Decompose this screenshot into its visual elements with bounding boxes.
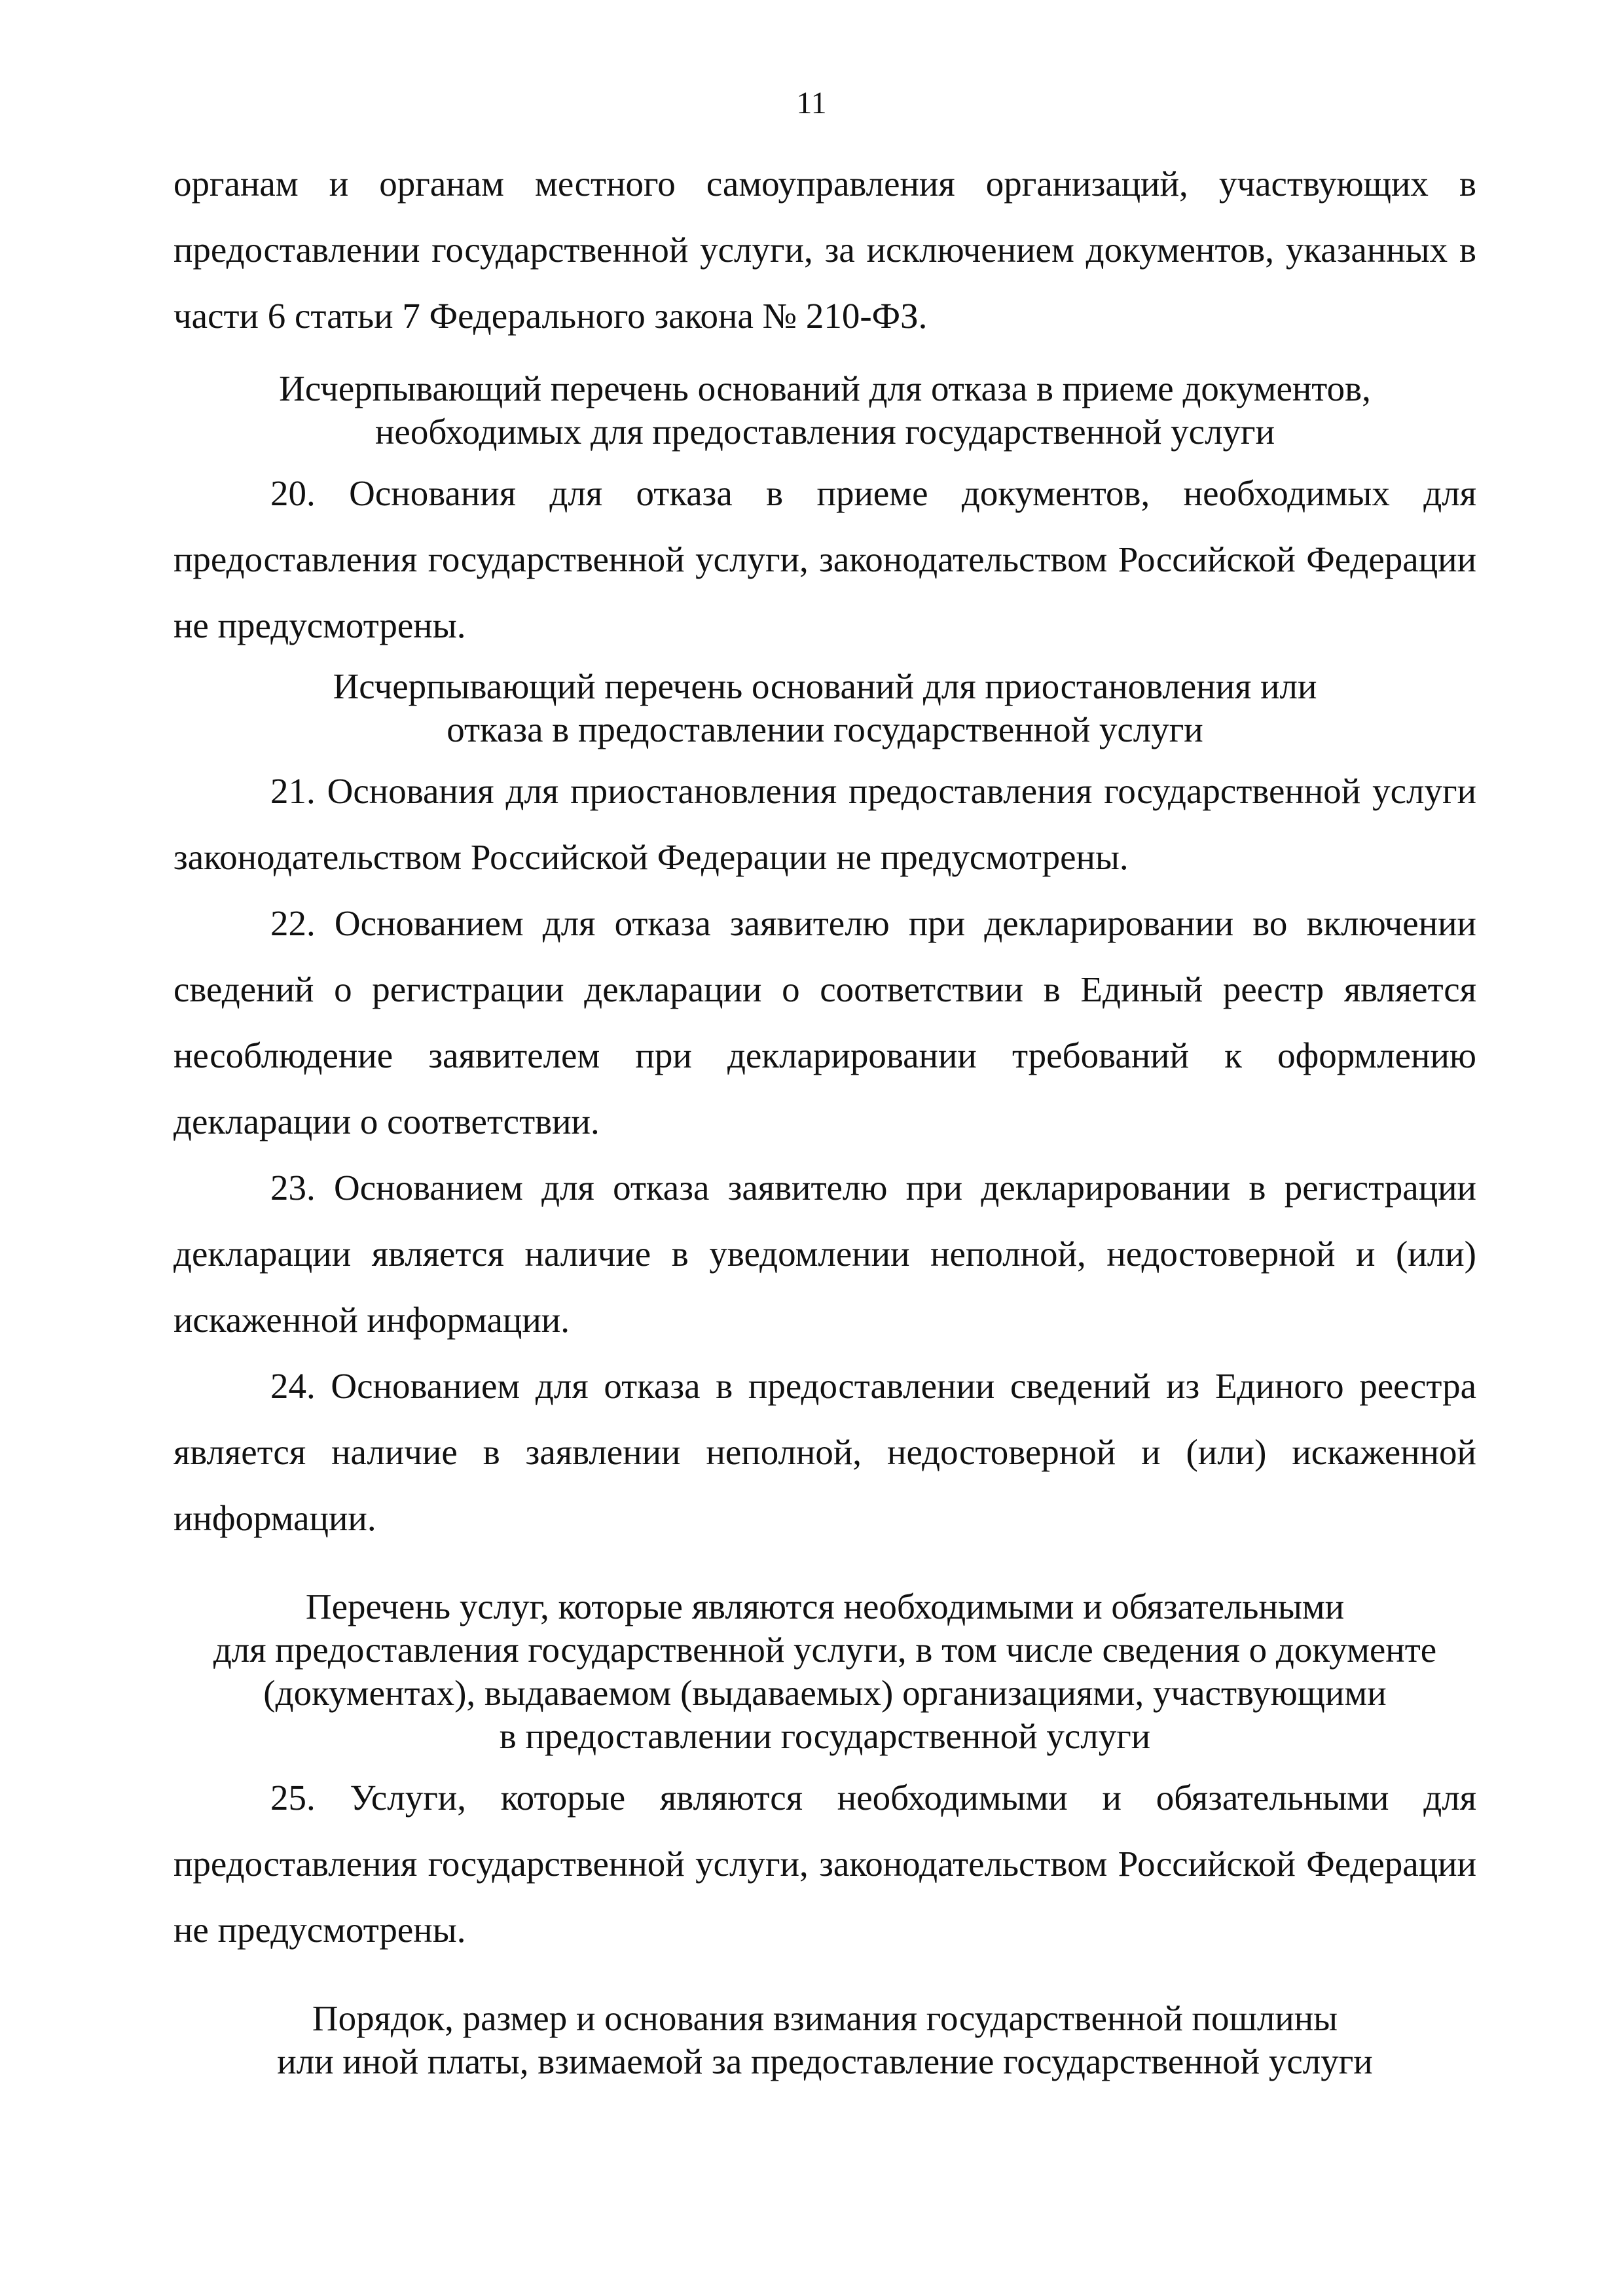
heading-line: необходимых для предоставления государственной услуги [374,412,1275,452]
continuation-paragraph: органам и органам местного самоуправления организаций, участвующих в предоставлении государственной услуги, за исключением документов, указанных в части 6 статьи 7 Федерального закона № 210-ФЗ. [173,164,1476,336]
clause-23: 23. Основанием для отказа заявителю при декларировании в регистрации декларации является наличие в уведомлении неполной, недостоверной и (или) искаженной информации. [173,1168,1476,1340]
heading-line: Порядок, размер и основания взимания государственной пошлины [312,1998,1338,2038]
heading-line: для предоставления государственной услуги, в том числе сведения о документе [213,1630,1437,1670]
document-body [173,151,1476,2083]
clause-25: 25. Услуги, которые являются необходимыми и обязательными для предоставления государственной услуги, законодательством Российской Федерации не предусмотрены. [173,1778,1476,1950]
heading-line: в предоставлении государственной услуги [499,1716,1151,1756]
clause-22: 22. Основанием для отказа заявителю при декларировании во включении сведений о регистрации декларации о соответствии в Единый реестр является несоблюдение заявителем при декларировании требований к оформлению декларации о соответствии. [173,903,1476,1141]
clause-20: 20. Основания для отказа в приеме документов, необходимых для предоставления государственной услуги, законодательством Российской Федерации не предусмотрены. [173,473,1476,645]
heading-line: отказа в предоставлении государственной услуги [447,709,1203,749]
page-number: 11 [796,86,827,120]
clause-24: 24. Основанием для отказа в предоставлении сведений из Единого реестра является наличие в заявлении неполной, недостоверной и (или) искаженной информации. [173,1366,1476,1538]
heading-line: Перечень услуг, которые являются необходимыми и обязательными [305,1587,1345,1626]
section-heading-state-fee [173,1997,1476,2083]
heading-line: или иной платы, взимаемой за предоставление государственной услуги [277,2041,1373,2081]
section-heading-required-services [173,1585,1476,1758]
clause-21: 21. Основания для приостановления предоставления государственной услуги законодательством Российской Федерации не предусмотрены. [173,771,1476,877]
heading-line: (документах), выдаваемом (выдаваемых) организациями, участвующими [263,1673,1387,1713]
section-heading-refusal-acceptance [173,367,1476,454]
heading-line: Исчерпывающий перечень оснований для отказа в приеме документов, [279,368,1371,408]
section-heading-suspension-refusal [173,665,1476,751]
heading-line: Исчерпывающий перечень оснований для приостановления или [333,666,1317,706]
